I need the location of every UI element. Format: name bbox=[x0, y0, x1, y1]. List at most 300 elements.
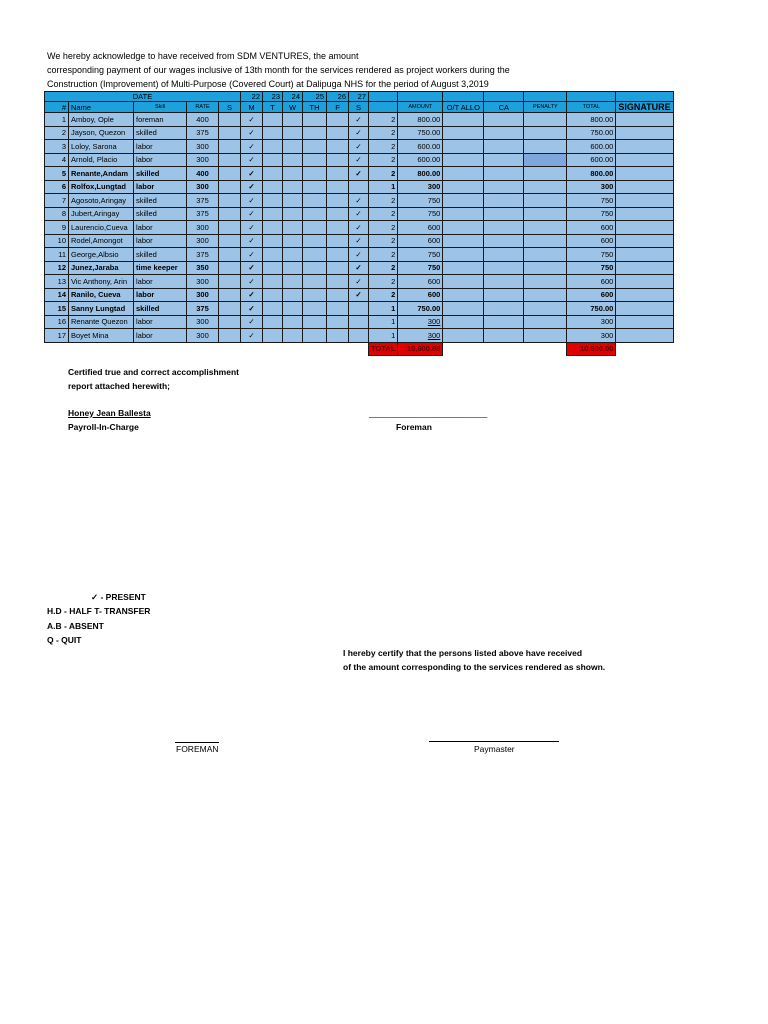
empty-cell bbox=[327, 342, 349, 356]
attendance-check-s: ✓ bbox=[349, 207, 369, 221]
total-row bbox=[45, 342, 674, 356]
ot-allowance bbox=[443, 315, 484, 329]
day-cell-f bbox=[327, 221, 349, 235]
table-row bbox=[45, 261, 674, 275]
amount: 300 bbox=[398, 329, 443, 343]
attendance-check-m: ✓ bbox=[241, 302, 263, 316]
ot-allowance bbox=[443, 329, 484, 343]
daily-rate: 375 bbox=[187, 302, 219, 316]
day-cell-t bbox=[263, 261, 283, 275]
row-number: 7 bbox=[45, 194, 69, 208]
day-cell-s bbox=[219, 221, 241, 235]
day-cell-w bbox=[283, 329, 303, 343]
penalty bbox=[524, 113, 567, 127]
cash-advance bbox=[484, 248, 524, 262]
amount: 300 bbox=[398, 315, 443, 329]
row-number: 1 bbox=[45, 113, 69, 127]
empty-cell bbox=[524, 342, 567, 356]
col-header-m: M bbox=[241, 102, 263, 113]
row-number: 9 bbox=[45, 221, 69, 235]
attendance-check-m: ✓ bbox=[241, 153, 263, 167]
days-worked: 2 bbox=[369, 140, 398, 154]
attendance-check-s: ✓ bbox=[349, 167, 369, 181]
cash-advance bbox=[484, 275, 524, 289]
day-cell-t bbox=[263, 288, 283, 302]
worker-name: Junez,Jaraba bbox=[69, 261, 134, 275]
day-cell-w bbox=[283, 261, 303, 275]
empty-cell bbox=[616, 342, 673, 356]
row-total: 750 bbox=[567, 207, 616, 221]
days-worked: 2 bbox=[369, 126, 398, 140]
worker-skill: labor bbox=[134, 329, 187, 343]
day-cell-th bbox=[303, 329, 327, 343]
attendance-check-s bbox=[349, 302, 369, 316]
ot-allowance bbox=[443, 180, 484, 194]
worker-skill: skilled bbox=[134, 248, 187, 262]
date-header-row bbox=[45, 92, 674, 102]
cash-advance bbox=[484, 180, 524, 194]
day-cell-th bbox=[303, 113, 327, 127]
attendance-check-m: ✓ bbox=[241, 180, 263, 194]
table-row bbox=[45, 221, 674, 235]
penalty bbox=[524, 167, 567, 181]
worker-skill: labor bbox=[134, 153, 187, 167]
signature-cell bbox=[616, 167, 673, 181]
col-header-t: T bbox=[263, 102, 283, 113]
worker-name: George,Albsio bbox=[69, 248, 134, 262]
row-total: 800.00 bbox=[567, 167, 616, 181]
day-cell-t bbox=[263, 167, 283, 181]
day-cell-th bbox=[303, 167, 327, 181]
cash-advance bbox=[484, 167, 524, 181]
day-cell-s bbox=[219, 126, 241, 140]
days-worked: 2 bbox=[369, 113, 398, 127]
ot-allowance bbox=[443, 234, 484, 248]
worker-skill: skilled bbox=[134, 194, 187, 208]
row-total: 750 bbox=[567, 194, 616, 208]
legend-present: ✓ - PRESENT bbox=[91, 592, 146, 602]
day-cell-f bbox=[327, 261, 349, 275]
amount: 600.00 bbox=[398, 140, 443, 154]
row-total: 750 bbox=[567, 261, 616, 275]
ot-allowance bbox=[443, 167, 484, 181]
worker-name: Boyet Mina bbox=[69, 329, 134, 343]
row-number: 17 bbox=[45, 329, 69, 343]
day-cell-f bbox=[327, 329, 349, 343]
worker-skill: labor bbox=[134, 315, 187, 329]
day-cell-t bbox=[263, 140, 283, 154]
ot-allowance bbox=[443, 275, 484, 289]
day-cell-t bbox=[263, 153, 283, 167]
days-worked: 2 bbox=[369, 207, 398, 221]
days-worked: 2 bbox=[369, 194, 398, 208]
empty-cell bbox=[45, 342, 69, 356]
table-row bbox=[45, 126, 674, 140]
attendance-check-s: ✓ bbox=[349, 221, 369, 235]
signature-cell bbox=[616, 302, 673, 316]
payroll-incharge-name: Honey Jean Ballesta bbox=[68, 408, 151, 418]
day-cell-t bbox=[263, 207, 283, 221]
day-cell-w bbox=[283, 194, 303, 208]
attendance-check-s: ✓ bbox=[349, 126, 369, 140]
ot-allowance bbox=[443, 140, 484, 154]
row-total: 600.00 bbox=[567, 140, 616, 154]
day-cell-s bbox=[219, 140, 241, 154]
attendance-check-m: ✓ bbox=[241, 288, 263, 302]
day-cell-f bbox=[327, 207, 349, 221]
table-row bbox=[45, 207, 674, 221]
row-number: 12 bbox=[45, 261, 69, 275]
row-total: 600 bbox=[567, 221, 616, 235]
day-cell-w bbox=[283, 207, 303, 221]
day-cell-w bbox=[283, 180, 303, 194]
day-number: 25 bbox=[303, 92, 327, 102]
row-number: 3 bbox=[45, 140, 69, 154]
day-cell-w bbox=[283, 167, 303, 181]
signature-cell bbox=[616, 275, 673, 289]
day-cell-th bbox=[303, 207, 327, 221]
day-cell-f bbox=[327, 315, 349, 329]
empty-cell bbox=[134, 342, 187, 356]
row-number: 16 bbox=[45, 315, 69, 329]
days-worked: 2 bbox=[369, 153, 398, 167]
legend-quit: Q - QUIT bbox=[47, 635, 82, 645]
day-cell-th bbox=[303, 126, 327, 140]
table-row bbox=[45, 180, 674, 194]
day-cell-f bbox=[327, 275, 349, 289]
day-cell-s bbox=[219, 234, 241, 248]
daily-rate: 400 bbox=[187, 167, 219, 181]
certified-line-1: Certified true and correct accomplishment bbox=[68, 367, 239, 377]
ot-allowance bbox=[443, 248, 484, 262]
day-cell-f bbox=[327, 167, 349, 181]
col-header-rate: RATE bbox=[187, 102, 219, 113]
row-number: 14 bbox=[45, 288, 69, 302]
penalty bbox=[524, 288, 567, 302]
day-cell-f bbox=[327, 234, 349, 248]
row-number: 5 bbox=[45, 167, 69, 181]
days-worked: 2 bbox=[369, 288, 398, 302]
penalty bbox=[524, 221, 567, 235]
table-row bbox=[45, 234, 674, 248]
col-header-f: F bbox=[327, 102, 349, 113]
row-total: 600 bbox=[567, 234, 616, 248]
daily-rate: 300 bbox=[187, 180, 219, 194]
penalty bbox=[524, 234, 567, 248]
attendance-check-s: ✓ bbox=[349, 288, 369, 302]
worker-skill: labor bbox=[134, 275, 187, 289]
penalty bbox=[524, 126, 567, 140]
day-number: 23 bbox=[263, 92, 283, 102]
row-total: 800.00 bbox=[567, 113, 616, 127]
signature-cell bbox=[616, 234, 673, 248]
day-cell-s bbox=[219, 113, 241, 127]
daily-rate: 375 bbox=[187, 126, 219, 140]
signature-cell bbox=[616, 126, 673, 140]
day-cell-s bbox=[219, 275, 241, 289]
row-total: 750 bbox=[567, 248, 616, 262]
intro-paragraph bbox=[47, 49, 510, 91]
paymaster-cert-line-2: of the amount corresponding to the services rendered as shown. bbox=[343, 662, 606, 672]
ot-allowance bbox=[443, 288, 484, 302]
intro-line-3: Construction (Improvement) of Multi-Purpose (Covered Court) at Dalipuga NHS for the period of August 3,2019 bbox=[47, 79, 489, 89]
penalty bbox=[524, 315, 567, 329]
attendance-check-s: ✓ bbox=[349, 234, 369, 248]
empty-cell bbox=[187, 342, 219, 356]
amount: 750.00 bbox=[398, 126, 443, 140]
amount: 300 bbox=[398, 180, 443, 194]
day-cell-t bbox=[263, 275, 283, 289]
day-cell-s bbox=[219, 248, 241, 262]
col-header-penalty: PENALTY bbox=[524, 102, 567, 113]
row-total: 750.00 bbox=[567, 302, 616, 316]
attendance-check-s bbox=[349, 329, 369, 343]
cash-advance bbox=[484, 113, 524, 127]
table-row bbox=[45, 302, 674, 316]
days-worked: 1 bbox=[369, 329, 398, 343]
days-worked: 1 bbox=[369, 180, 398, 194]
day-cell-w bbox=[283, 248, 303, 262]
payroll-table bbox=[44, 91, 674, 356]
day-cell-w bbox=[283, 275, 303, 289]
amount: 600 bbox=[398, 221, 443, 235]
col-header-w: W bbox=[283, 102, 303, 113]
daily-rate: 300 bbox=[187, 234, 219, 248]
col-header-total: TOTAL bbox=[567, 102, 616, 113]
row-total: 600.00 bbox=[567, 153, 616, 167]
day-cell-th bbox=[303, 288, 327, 302]
penalty bbox=[524, 248, 567, 262]
worker-skill: time keeper bbox=[134, 261, 187, 275]
amount: 750 bbox=[398, 261, 443, 275]
worker-name: Sanny Lungtad bbox=[69, 302, 134, 316]
worker-name: Vic Anthony, Arin bbox=[69, 275, 134, 289]
daily-rate: 300 bbox=[187, 140, 219, 154]
table-row bbox=[45, 113, 674, 127]
day-cell-w bbox=[283, 140, 303, 154]
day-cell-th bbox=[303, 261, 327, 275]
attendance-check-m: ✓ bbox=[241, 140, 263, 154]
days-worked: 2 bbox=[369, 275, 398, 289]
foreman-signature-blank: _________________________ bbox=[369, 408, 488, 418]
days-worked: 2 bbox=[369, 261, 398, 275]
day-cell-w bbox=[283, 221, 303, 235]
day-cell-s bbox=[219, 288, 241, 302]
table-row bbox=[45, 248, 674, 262]
total-label: TOTAL bbox=[369, 342, 398, 356]
penalty bbox=[524, 261, 567, 275]
cash-advance bbox=[484, 288, 524, 302]
day-cell-f bbox=[327, 140, 349, 154]
intro-line-1: We hereby acknowledge to have received from SDM VENTURES, the amount bbox=[47, 51, 359, 61]
attendance-check-m: ✓ bbox=[241, 248, 263, 262]
ot-allowance bbox=[443, 194, 484, 208]
day-cell-t bbox=[263, 180, 283, 194]
signature-cell bbox=[616, 288, 673, 302]
row-number: 4 bbox=[45, 153, 69, 167]
payroll-incharge-role: Payroll-In-Charge bbox=[68, 422, 139, 432]
paymaster-signature-label: Paymaster bbox=[474, 744, 515, 754]
empty-cell bbox=[219, 342, 241, 356]
cash-advance bbox=[484, 207, 524, 221]
daily-rate: 375 bbox=[187, 248, 219, 262]
worker-skill: skilled bbox=[134, 207, 187, 221]
daily-rate: 300 bbox=[187, 329, 219, 343]
days-worked: 1 bbox=[369, 315, 398, 329]
certified-line-2: report attached herewith; bbox=[68, 381, 171, 391]
day-cell-t bbox=[263, 234, 283, 248]
row-number: 2 bbox=[45, 126, 69, 140]
worker-name: Jubert,Aringay bbox=[69, 207, 134, 221]
paymaster-signature-line bbox=[429, 741, 559, 742]
legend-half-transfer: H.D - HALF T- TRANSFER bbox=[47, 606, 151, 616]
row-total: 300 bbox=[567, 180, 616, 194]
amount: 600 bbox=[398, 234, 443, 248]
day-cell-f bbox=[327, 288, 349, 302]
attendance-check-s bbox=[349, 180, 369, 194]
table-row bbox=[45, 275, 674, 289]
grand-total: 10,600.00 bbox=[567, 342, 616, 356]
row-total: 300 bbox=[567, 329, 616, 343]
day-cell-t bbox=[263, 221, 283, 235]
day-cell-th bbox=[303, 302, 327, 316]
attendance-check-m: ✓ bbox=[241, 221, 263, 235]
attendance-check-m: ✓ bbox=[241, 194, 263, 208]
day-cell-w bbox=[283, 288, 303, 302]
attendance-check-m: ✓ bbox=[241, 315, 263, 329]
signature-cell bbox=[616, 261, 673, 275]
day-cell-f bbox=[327, 248, 349, 262]
col-header-ot: O/T ALLO bbox=[443, 102, 484, 113]
amount: 750 bbox=[398, 194, 443, 208]
attendance-check-m: ✓ bbox=[241, 234, 263, 248]
cash-advance bbox=[484, 126, 524, 140]
day-cell-t bbox=[263, 194, 283, 208]
row-total: 600 bbox=[567, 275, 616, 289]
table-row bbox=[45, 167, 674, 181]
col-header-ca: CA bbox=[484, 102, 524, 113]
table-row bbox=[45, 153, 674, 167]
worker-skill: labor bbox=[134, 234, 187, 248]
worker-name: Arnold, Placio bbox=[69, 153, 134, 167]
amount: 750 bbox=[398, 207, 443, 221]
day-cell-w bbox=[283, 113, 303, 127]
days-worked: 2 bbox=[369, 234, 398, 248]
cash-advance bbox=[484, 302, 524, 316]
ot-allowance bbox=[443, 207, 484, 221]
day-cell-f bbox=[327, 194, 349, 208]
day-cell-f bbox=[327, 126, 349, 140]
days-worked: 2 bbox=[369, 248, 398, 262]
attendance-check-s: ✓ bbox=[349, 153, 369, 167]
day-cell-t bbox=[263, 302, 283, 316]
intro-line-2: corresponding payment of our wages inclusive of 13th month for the services rendered as project workers during the bbox=[47, 65, 510, 75]
ot-allowance bbox=[443, 302, 484, 316]
col-header-s2: S bbox=[349, 102, 369, 113]
signature-cell bbox=[616, 248, 673, 262]
attendance-check-m: ✓ bbox=[241, 207, 263, 221]
foreman-signature-line bbox=[175, 742, 219, 743]
day-cell-s bbox=[219, 207, 241, 221]
row-total: 750.00 bbox=[567, 126, 616, 140]
worker-name: Loloy, Sarona bbox=[69, 140, 134, 154]
worker-name: Renante,Andam bbox=[69, 167, 134, 181]
col-header-name: Name bbox=[69, 102, 134, 113]
empty-cell bbox=[263, 342, 283, 356]
empty-cell bbox=[349, 342, 369, 356]
worker-name: Rolfox,Lungtad bbox=[69, 180, 134, 194]
attendance-check-s: ✓ bbox=[349, 194, 369, 208]
table-row bbox=[45, 194, 674, 208]
empty-cell bbox=[303, 342, 327, 356]
amount: 600 bbox=[398, 288, 443, 302]
cash-advance bbox=[484, 221, 524, 235]
table-row bbox=[45, 315, 674, 329]
day-cell-w bbox=[283, 234, 303, 248]
ot-allowance bbox=[443, 153, 484, 167]
table-row bbox=[45, 288, 674, 302]
day-cell-s bbox=[219, 315, 241, 329]
ot-allowance bbox=[443, 126, 484, 140]
days-worked: 2 bbox=[369, 221, 398, 235]
attendance-check-m: ✓ bbox=[241, 113, 263, 127]
amount: 750.00 bbox=[398, 302, 443, 316]
day-cell-th bbox=[303, 140, 327, 154]
day-cell-th bbox=[303, 275, 327, 289]
signature-cell bbox=[616, 113, 673, 127]
empty-cell bbox=[443, 342, 484, 356]
amount: 750 bbox=[398, 248, 443, 262]
day-number: 26 bbox=[327, 92, 349, 102]
signature-cell bbox=[616, 315, 673, 329]
day-cell-w bbox=[283, 302, 303, 316]
penalty bbox=[524, 140, 567, 154]
signature-cell bbox=[616, 329, 673, 343]
worker-name: Ranilo, Cueva bbox=[69, 288, 134, 302]
cash-advance bbox=[484, 153, 524, 167]
daily-rate: 375 bbox=[187, 194, 219, 208]
daily-rate: 300 bbox=[187, 315, 219, 329]
attendance-check-s: ✓ bbox=[349, 275, 369, 289]
day-cell-t bbox=[263, 126, 283, 140]
row-number: 13 bbox=[45, 275, 69, 289]
amount: 800.00 bbox=[398, 167, 443, 181]
signature-cell bbox=[616, 153, 673, 167]
row-number: 10 bbox=[45, 234, 69, 248]
worker-skill: labor bbox=[134, 288, 187, 302]
col-header-signature: SIGNATURE bbox=[616, 102, 673, 113]
day-cell-w bbox=[283, 126, 303, 140]
col-header-amount: AMOUNT bbox=[398, 102, 443, 113]
day-number: 22 bbox=[241, 92, 263, 102]
penalty bbox=[524, 329, 567, 343]
attendance-check-s bbox=[349, 315, 369, 329]
empty-cell bbox=[69, 342, 134, 356]
day-cell-s bbox=[219, 194, 241, 208]
day-cell-f bbox=[327, 180, 349, 194]
day-cell-th bbox=[303, 153, 327, 167]
worker-skill: skilled bbox=[134, 167, 187, 181]
row-number: 11 bbox=[45, 248, 69, 262]
worker-name: Renante Quezon bbox=[69, 315, 134, 329]
penalty bbox=[524, 275, 567, 289]
worker-skill: labor bbox=[134, 221, 187, 235]
day-cell-t bbox=[263, 113, 283, 127]
date-label: DATE bbox=[45, 92, 241, 102]
day-cell-th bbox=[303, 248, 327, 262]
empty-cell bbox=[484, 342, 524, 356]
cash-advance bbox=[484, 315, 524, 329]
